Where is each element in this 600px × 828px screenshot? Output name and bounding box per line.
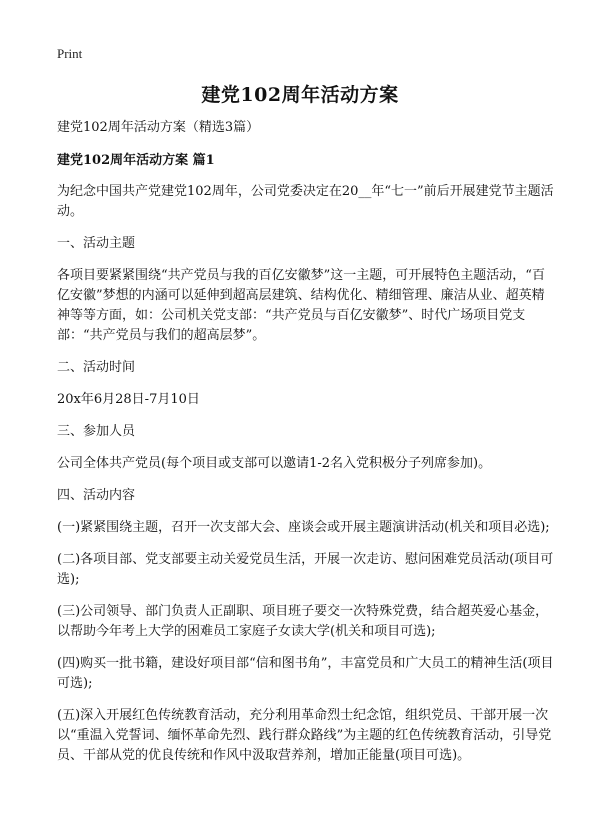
heading-activity-theme: 一、活动主题 [57, 236, 136, 251]
heading-activity-time: 二、活动时间 [57, 360, 136, 375]
heading-participants: 三、参加人员 [57, 424, 136, 439]
content-item: (五)深入开展红色传统教育活动，充分利用革命烈士纪念馆，组织党员、干部开展一次以“重温入党誓词、缅怀革命先烈、践行群众路线”为主题的红色传统教育活动，引导党员、干部从党的优良传统和作风中汲取营养剂，增加正能量(项目可选)。 [57, 708, 552, 763]
document-body [57, 118, 557, 778]
content-item: (一)紧紧围绕主题，召开一次支部大会、座谈会或开展主题演讲活动(机关和项目必选); [57, 520, 550, 535]
time-paragraph: 20x年6月28日-7月10日 [57, 392, 200, 407]
content-item: (二)各项目部、党支部要主动关爱党员生活，开展一次走访、慰问困难党员活动(项目可选); [57, 552, 554, 587]
participants-paragraph: 公司全体共产党员(每个项目或支部可以邀请1-2名入党积极分子列席参加)。 [57, 456, 492, 471]
content-item: (三)公司领导、部门负责人正副职、项目班子要交一次特殊党费，结合超英爱心基金，以帮助今年考上大学的困难员工家庭子女读大学(机关和项目可选); [57, 604, 549, 639]
document-title: 建党102周年活动方案 [201, 84, 399, 106]
theme-paragraph: 各项目要紧紧围绕“共产党员与我的百亿安徽梦”这一主题，可开展特色主题活动，“百亿安徽”梦想的内涵可以延伸到超高层建筑、结构优化、精细管理、廉洁从业、超英精神等等方面，如：公司机关党支部：“共产党员与百亿安徽梦”、时代广场项目党支部：“共产党员与我们的超高层梦”。 [57, 268, 545, 343]
content-item: (四)购买一批书籍，建设好项目部“信和图书角”，丰富党员和广大员工的精神生活(项目可选); [57, 656, 554, 691]
heading-activity-content: 四、活动内容 [57, 488, 136, 503]
intro-paragraph: 为纪念中国共产党建党102周年，公司党委决定在20__年“七一”前后开展建党节主题活动。 [57, 184, 554, 219]
print-link[interactable]: Print [57, 46, 83, 61]
document-subtitle: 建党102周年活动方案（精选3篇） [57, 120, 260, 135]
section-title: 建党102周年活动方案 篇1 [57, 153, 215, 168]
